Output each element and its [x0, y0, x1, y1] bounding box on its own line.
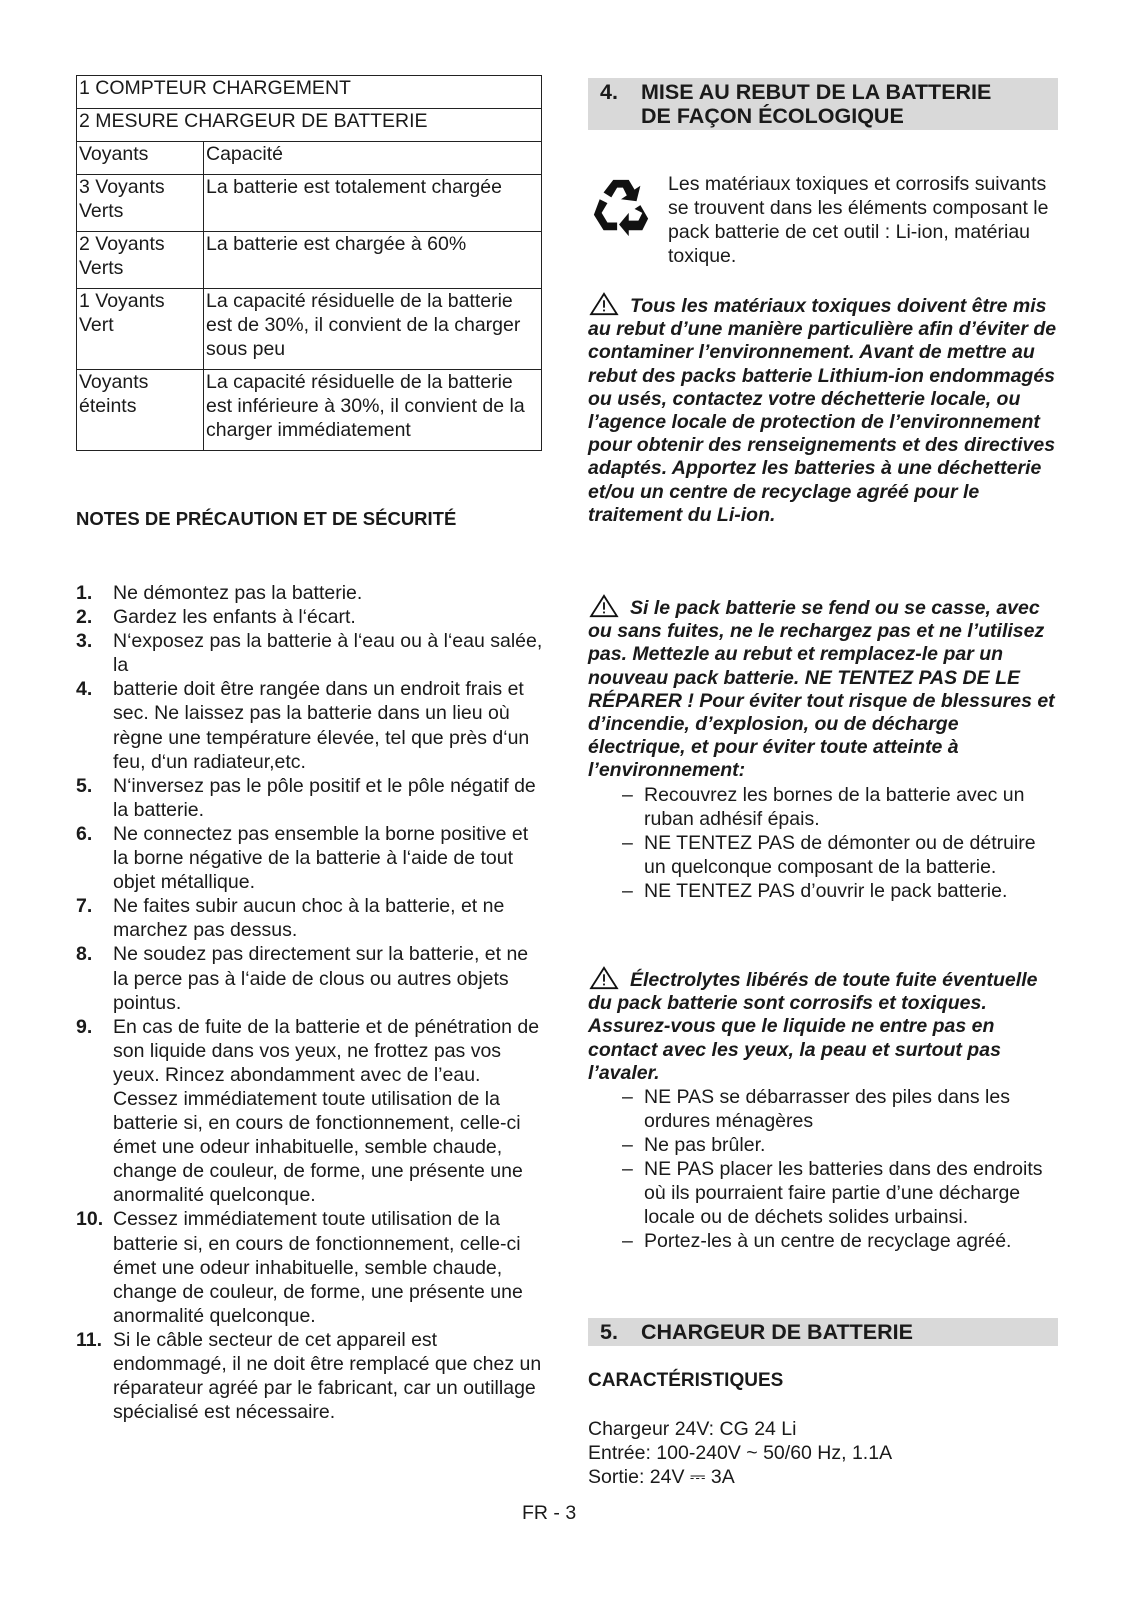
- left-column: [76, 75, 543, 1424]
- spec-line: Entrée: 100-240V ~ 50/60 Hz, 1.1A: [588, 1442, 893, 1464]
- list-item: 7. Ne faites subir aucun choc à la batterie, et ne marchez pas dessus.: [76, 895, 505, 942]
- list-item: 1. Ne démontez pas la batterie.: [76, 582, 363, 604]
- list-item: 6. Ne connectez pas ensemble la borne positive et la borne négative de la batterie à l‘aide de tout objet métallique.: [76, 822, 529, 894]
- notes-heading: NOTES DE PRÉCAUTION ET DE SÉCURITÉ: [76, 508, 457, 529]
- warning-triangle-icon: [588, 966, 620, 990]
- recycle-intro: [588, 172, 1058, 268]
- safety-notes-list: [76, 581, 546, 1424]
- table-cell: 2 Voyants Verts: [77, 232, 204, 289]
- list-item: 9. En cas de fuite de la batterie et de pénétration de son liquide dans vos yeux, ne frottez pas vos yeux. Rincez abondamment avec de l’eau. Cessez immédiatement toute utilisation de la batterie si, en cours de fonctionnement, celle-ci émet une odeur inhabituelle, semble chaude, change de couleur, de forme, une présente une anormalité quelconque.: [76, 1015, 540, 1207]
- section-5-heading: 5. CHARGEUR DE BATTERIE: [588, 1318, 1058, 1346]
- battery-capacity-table: [76, 75, 542, 451]
- table-cell: La batterie est chargée à 60%: [204, 232, 542, 289]
- list-item: – NE TENTEZ PAS d’ouvrir le pack batterie.: [588, 879, 1058, 903]
- list-item: – Portez-les à un centre de recyclage agréé.: [588, 1229, 1058, 1253]
- table-row: 1 COMPTEUR CHARGEMENT: [77, 76, 542, 109]
- warning-triangle-icon: [588, 292, 620, 316]
- list-item: 11. Si le câble secteur de cet appareil est endommagé, il ne doit être remplacé que chez un réparateur agréé par le fabricant, car un outillage spécialisé est nécessaire.: [76, 1328, 542, 1424]
- list-item: 2. Gardez les enfants à l‘écart.: [76, 606, 356, 629]
- table-cell: La batterie est totalement chargée: [204, 175, 542, 232]
- table-cell: Voyants éteints: [77, 370, 204, 451]
- charger-specs: [588, 1417, 892, 1489]
- dash-list-2: [588, 1085, 1058, 1253]
- list-item: 10. Cessez immédiatement toute utilisation de la batterie si, en cours de fonctionnement, celle-ci émet une odeur inhabituelle, semble chaude, change de couleur, de forme, une présente une anormalité quelconque.: [76, 1208, 523, 1327]
- list-item: – Recouvrez les bornes de la batterie avec un ruban adhésif épais.: [588, 783, 1058, 831]
- list-item: 5. N‘inversez pas le pôle positif et le pôle négatif de la batterie.: [76, 774, 536, 821]
- list-item: – NE TENTEZ PAS de démonter ou de détruire un quelconque composant de la batterie.: [588, 831, 1058, 879]
- warning-block-1: Tous les matériaux toxiques doivent être mis au rebut d’une manière particulière afin d’éviter de contaminer l’environnement. Avant de mettre au rebut des packs batterie Lithium-ion endommagés ou usés, contactez votre déchetterie locale, ou l’agence locale de protection de l’environnement pour obtenir des renseignements et des directives adaptés. Apportez les batteries à une déchetterie et/ou un centre de recyclage agréé pour le traitement du Li-ion.: [588, 292, 1058, 527]
- recycle-text: Les matériaux toxiques et corrosifs suivants se trouvent dans les éléments composant le pack batterie de cet outil : Li-ion, matériau toxique.: [668, 173, 1049, 267]
- table-cell: La capacité résiduelle de la batterie est inférieure à 30%, il convient de la charger immédiatement: [204, 370, 542, 451]
- list-item: – NE PAS se débarrasser des piles dans les ordures ménagères: [588, 1085, 1058, 1133]
- spec-line: Chargeur 24V: CG 24 Li: [588, 1418, 797, 1440]
- table-cell: 1 Voyants Vert: [77, 289, 204, 370]
- warning-triangle-icon: [588, 594, 620, 618]
- table-header-voyants: Voyants: [77, 142, 204, 175]
- table-cell: 3 Voyants Verts: [77, 175, 204, 232]
- right-column: [588, 78, 1058, 1488]
- page-number: FR - 3: [522, 1502, 577, 1524]
- characteristics-heading: CARACTÉRISTIQUES: [588, 1370, 784, 1391]
- list-item: 3. N‘exposez pas la batterie à l‘eau ou à l‘eau salée, la: [76, 630, 543, 677]
- table-row: 2 MESURE CHARGEUR DE BATTERIE: [77, 109, 542, 142]
- list-item: 4. batterie doit être rangée dans un endroit frais et sec. Ne laissez pas la batterie dans un lieu où règne une température élevée, tel que près d‘un feu, d‘un radiateur,etc.: [76, 678, 530, 773]
- section-4-heading: 4. MISE AU REBUT DE LA BATTERIE DE FAÇON ÉCOLOGIQUE: [588, 78, 1058, 130]
- list-item: – NE PAS placer les batteries dans des endroits où ils pourraient faire partie d’une décharge locale ou de déchets solides urbainsi.: [588, 1157, 1058, 1229]
- warning-block-3: Électrolytes libérés de toute fuite éventuelle du pack batterie sont corrosifs et toxiques. Assurez-vous que le liquide ne entre pas en contact avec les yeux, la peau et surtout pas l’avaler. – NE PAS se débarrasser des piles dans les ordures ménagères – Ne pas brûler. – NE PAS placer les batteries dans des endroits où ils pourraient faire partie d’une décharge locale ou de déchets solides urbainsi. – Portez-les à un centre de recyclage agréé.: [588, 966, 1058, 1253]
- table-cell: La capacité résiduelle de la batterie est de 30%, il convient de la charger sous peu: [204, 289, 542, 370]
- table-header-capacite: Capacité: [204, 142, 542, 175]
- warning-block-2: Si le pack batterie se fend ou se casse, avec ou sans fuites, ne le rechargez pas et ne l’utilisez pas. Mettezle au rebut et remplacez-le par un nouveau pack batterie. NE TENTEZ PAS DE LE RÉPARER ! Pour éviter tout risque de blessures et d’incendie, d’explosion, ou de décharge électrique, et pour éviter toute atteinte à l’environnement: – Recouvrez les bornes de la batterie avec un ruban adhésif épais. – NE TENTEZ PAS de démonter ou de détruire un quelconque composant de la batterie. – NE TENTEZ PAS d’ouvrir le pack batterie.: [588, 594, 1058, 903]
- list-item: 8. Ne soudez pas directement sur la batterie, et ne la perce pas à l‘aide de clous ou autres objets pointus.: [76, 943, 529, 1014]
- dash-list-1: [588, 783, 1058, 903]
- recycle-icon: [590, 176, 652, 238]
- list-item: – Ne pas brûler.: [588, 1133, 1058, 1157]
- spec-line: Sortie: 24V ⎓ 3A: [588, 1466, 735, 1488]
